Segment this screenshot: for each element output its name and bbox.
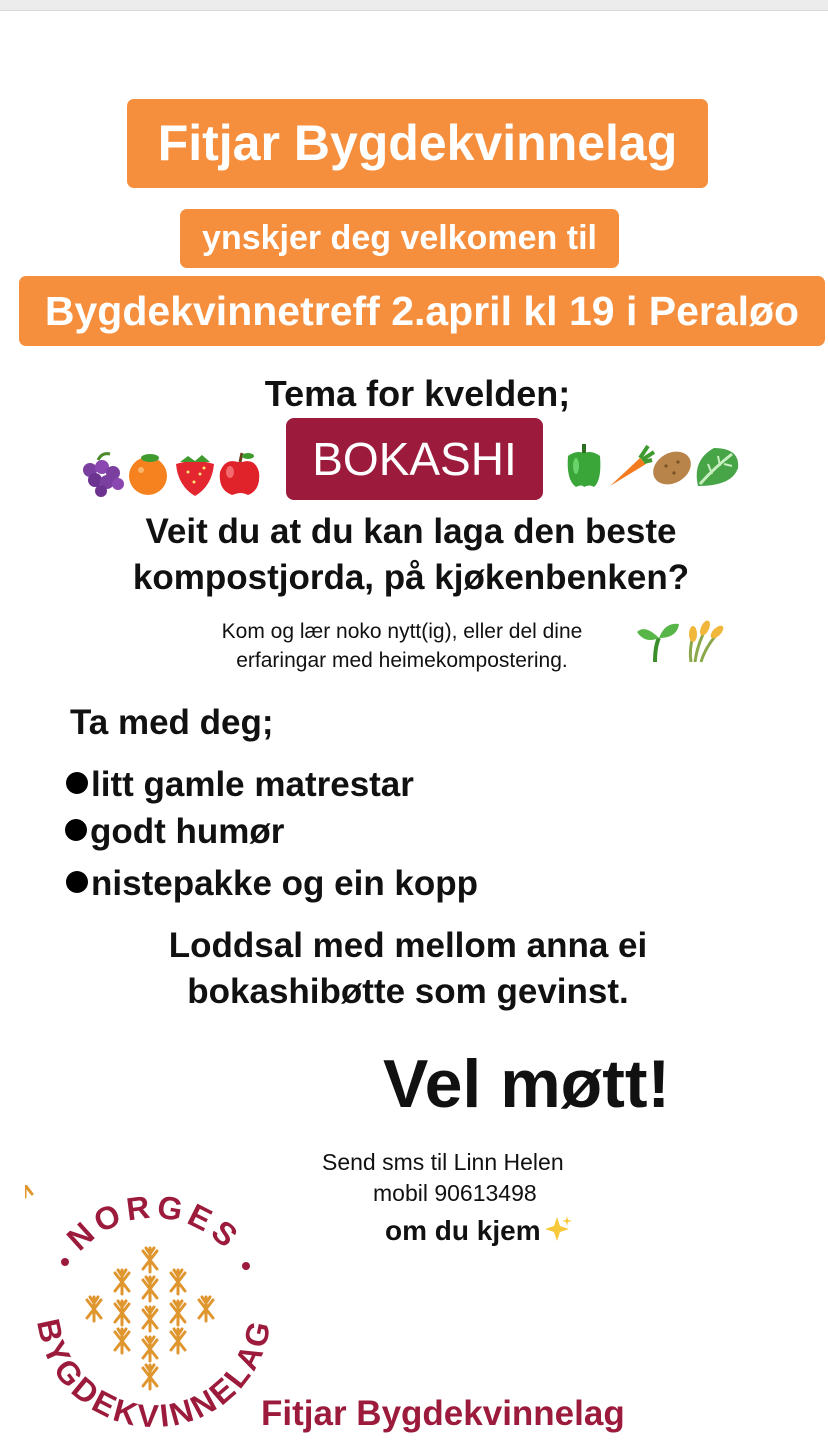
list-item: godt humør bbox=[65, 812, 284, 852]
sheaf-of-rice-icon bbox=[689, 619, 725, 662]
raffle-line-2: bokashibøtte som gevinst. bbox=[187, 972, 629, 1011]
strawberry-icon bbox=[176, 455, 214, 496]
event-banner: Bygdekvinnetreff 2.april kl 19 i Peraløo bbox=[19, 276, 825, 346]
invite-line-1: Kom og lær noko nytt(ig), eller del dine bbox=[221, 620, 583, 643]
grapes-icon bbox=[83, 454, 124, 497]
potato-icon bbox=[647, 445, 697, 490]
norges-bygdekvinnelag-logo bbox=[25, 1185, 283, 1443]
contact-line-1: Send sms til Linn Helen bbox=[322, 1149, 564, 1175]
bullet-icon bbox=[65, 819, 87, 841]
logo-dot-icon bbox=[242, 1262, 250, 1270]
vegetable-emoji-row bbox=[562, 440, 742, 490]
seedling-icon bbox=[637, 624, 679, 662]
invite-line-2: erfaringar med heimekompostering. bbox=[236, 649, 568, 672]
bring-label: Ta med deg; bbox=[70, 703, 274, 742]
list-item: nistepakke og ein kopp bbox=[66, 864, 478, 904]
logo-ring-bottom-text: BYGDEKVINNELAG bbox=[30, 1315, 279, 1435]
logo-dot-icon bbox=[61, 1258, 69, 1266]
fruit-emoji-row bbox=[80, 448, 262, 498]
closing-greeting: Vel møtt! bbox=[383, 1046, 671, 1122]
sparkles-icon bbox=[543, 1214, 573, 1251]
bullet-icon bbox=[66, 772, 88, 794]
leafy-green-icon bbox=[697, 448, 738, 486]
plant-emoji-row bbox=[635, 618, 725, 668]
status-strip bbox=[0, 0, 828, 11]
org-title-banner: Fitjar Bygdekvinnelag bbox=[127, 99, 708, 188]
contact-line-3: om du kjem bbox=[385, 1214, 573, 1251]
apple-icon bbox=[220, 453, 260, 495]
carrot-icon bbox=[610, 446, 654, 486]
theme-title-badge: BOKASHI bbox=[286, 418, 543, 500]
contact-phone: mobil 90613498 bbox=[373, 1180, 537, 1206]
tangerine-icon bbox=[129, 454, 167, 495]
question-line-1: Veit du at du kan laga den beste bbox=[145, 512, 677, 551]
footer-org-name: Fitjar Bygdekvinnelag bbox=[261, 1394, 625, 1433]
bullet-icon bbox=[66, 871, 88, 893]
list-item: litt gamle matrestar bbox=[66, 765, 414, 805]
question-line-2: kompostjorda, på kjøkenbenken? bbox=[132, 558, 690, 597]
welcome-banner: ynskjer deg velkomen til bbox=[180, 209, 619, 268]
logo-ring-top-text: NORGES bbox=[59, 1188, 249, 1258]
bell-pepper-icon bbox=[568, 444, 601, 487]
raffle-line-1: Loddsal med mellom anna ei bbox=[168, 926, 648, 965]
theme-label: Tema for kvelden; bbox=[264, 373, 571, 414]
